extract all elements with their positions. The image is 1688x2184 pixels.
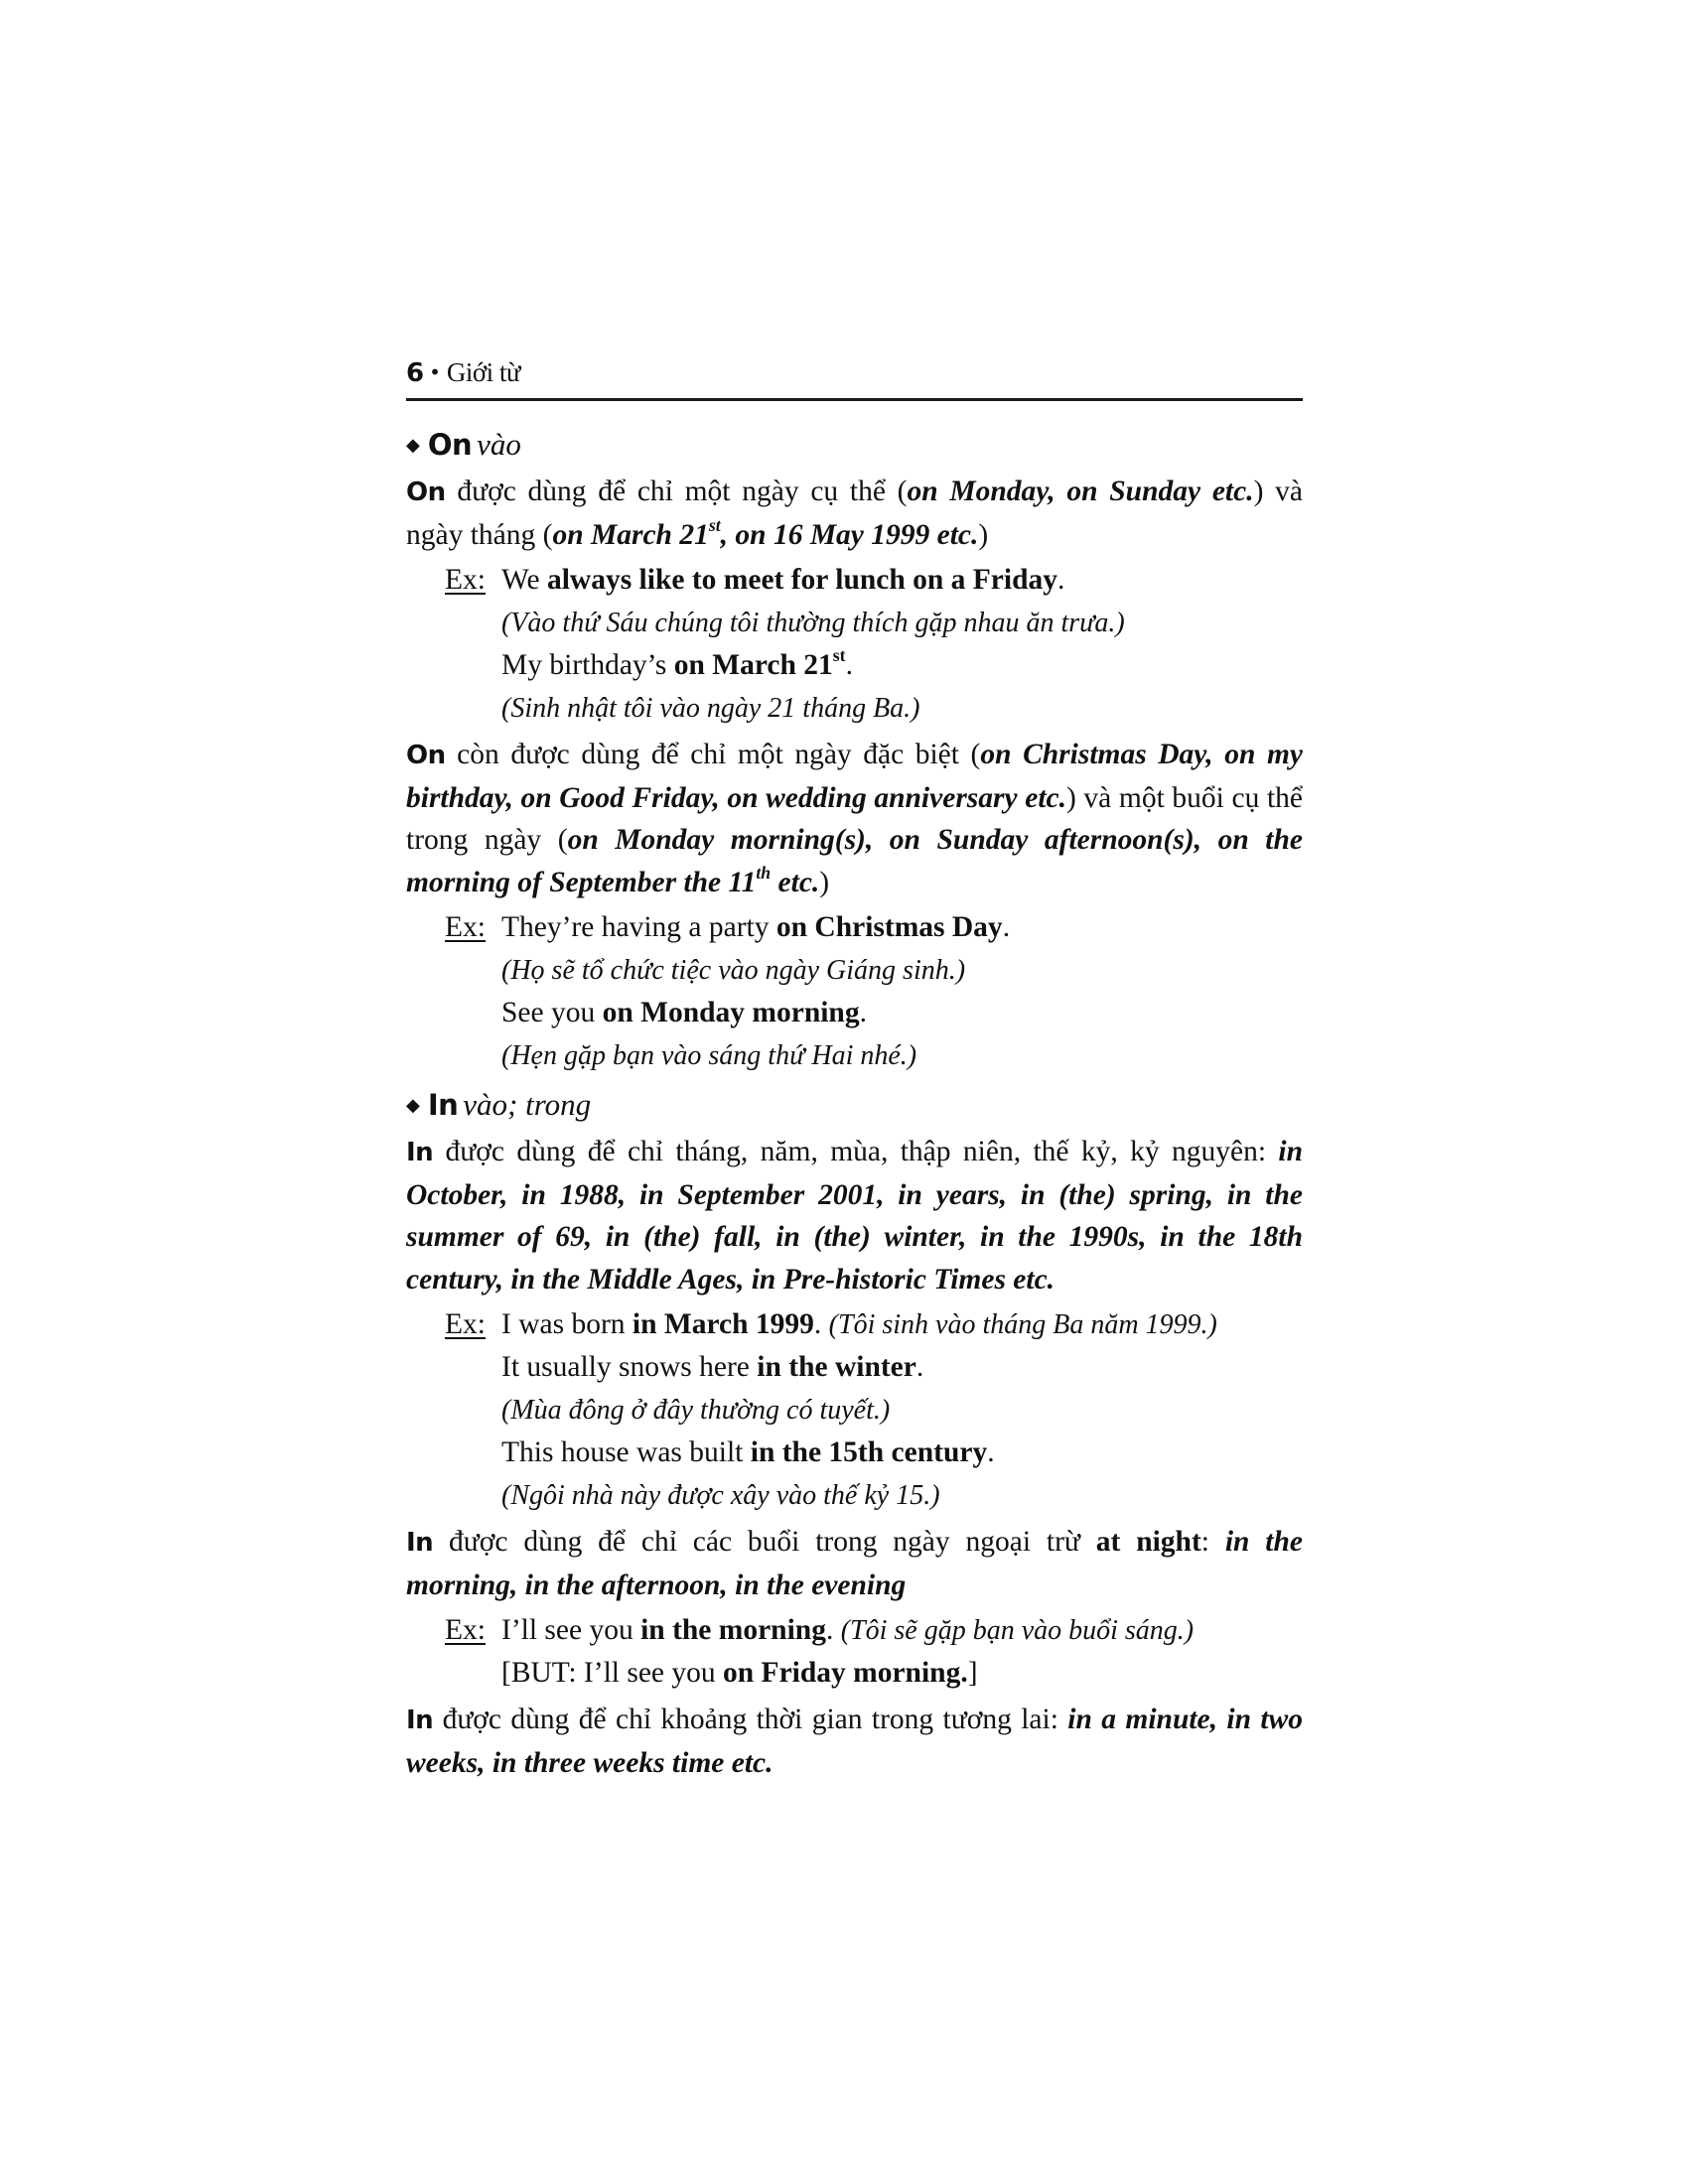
example-translation: (Sinh nhật tôi vào ngày 21 tháng Ba.) [501,693,920,724]
example-translation: (Ngôi nhà này được xây vào thế kỷ 15.) [501,1480,940,1511]
paragraph [406,1699,1303,1784]
running-header [406,352,1303,401]
italic-examples: on Christmas Day, on my birthday, on Good Friday, on wedding anniversary etc. [406,739,1303,814]
paragraph-text: ) và một buổi cụ thể trong ngày ( [406,781,1303,856]
paragraph-keyword: On [406,478,446,507]
diamond-bullet-icon: ◆ [406,1095,420,1116]
example-translation: (Mùa đông ở đây thường có tuyết.) [501,1395,891,1426]
paragraph-keyword: On [406,741,446,770]
paragraph-text: ) [978,518,989,551]
example-label: Ex: [445,911,486,943]
example-translation: (Họ sẽ tổ chức tiệc vào ngày Giáng sinh.) [501,955,966,986]
italic-examples: on March 21st, on 16 May 1999 etc. [552,514,979,551]
example-sentence: This house was built in the 15th century. [501,1436,995,1468]
paragraph [406,471,1303,556]
paragraph-keyword: In [406,1528,434,1558]
paragraph-keyword: In [406,1706,434,1735]
example-sentence: [BUT: I’ll see you on Friday morning.] [501,1657,978,1689]
paragraph-keyword: In [406,1138,434,1167]
bold-phrase: at night [1095,1526,1201,1558]
heading-gloss: vào; trong [463,1087,592,1122]
heading-keyword: On [427,428,473,462]
paragraph-text: được dùng để chỉ tháng, năm, mùa, thập niên, thế kỷ, kỷ nguyên: [433,1136,1279,1167]
paragraph [406,1521,1303,1606]
example-label: Ex: [445,564,486,596]
italic-examples: in October, in 1988, in September 2001, in years, in (the) spring, in the summer of 69, in (the) fall, in (the) winter, in the 1990s, in the 18th century, in the Middle Ages, in Pre-historic Times etc. [406,1136,1303,1296]
paragraph-text: ) và ngày tháng ( [406,476,1303,551]
paragraph [406,1131,1303,1300]
paragraph-text: ) [819,866,830,898]
section-heading-in [406,1083,1303,1127]
example-sentence: I was born in March 1999. (Tôi sinh vào tháng Ba năm 1999.) [501,1308,1217,1340]
example-sentence: I’ll see you in the morning. (Tôi sẽ gặp bạn vào buổi sáng.) [501,1614,1195,1646]
section-heading-on [406,423,1303,467]
italic-examples: on Monday, on Sunday etc. [907,476,1254,507]
paragraph-text: được dùng để chỉ các buổi trong ngày ngoại trừ [433,1526,1096,1558]
example-translation: (Vào thứ Sáu chúng tôi thường thích gặp nhau ăn trưa.) [501,608,1125,638]
diamond-bullet-icon: ◆ [406,435,420,456]
paragraph-text: : [1200,1526,1225,1558]
example-block [406,1303,1303,1517]
example-sentence: See you on Monday morning. [501,997,867,1028]
example-translation: (Hẹn gặp bạn vào sáng thứ Hai nhé.) [501,1040,917,1071]
italic-examples: on Monday morning(s), on Sunday afternoon(s), on the morning of September the 11th etc. [406,824,1304,898]
example-block [406,1609,1303,1695]
example-sentence: They’re having a party on Christmas Day. [501,911,1011,943]
italic-examples: in the morning, in the afternoon, in the evening [406,1526,1303,1601]
example-block [406,906,1303,1077]
page-number: 6 [406,358,425,388]
example-block [406,559,1303,730]
italic-examples: in a minute, in two weeks, in three weeks time etc. [406,1704,1303,1779]
example-sentence: We always like to meet for lunch on a Friday. [501,564,1065,596]
chapter-title: Giới từ [446,357,521,387]
example-label: Ex: [445,1308,486,1340]
example-sentence: My birthday’s on March 21st. [501,645,853,681]
heading-keyword: In [427,1088,459,1122]
heading-gloss: vào [477,427,521,462]
example-sentence: It usually snows here in the winter. [501,1351,924,1383]
paragraph-text: được dùng để chỉ khoảng thời gian trong tương lai: [433,1704,1068,1735]
paragraph-text: còn được dùng để chỉ một ngày đặc biệt ( [445,739,981,770]
book-page [406,352,1303,1784]
paragraph [406,734,1303,903]
bullet-icon: • [429,360,441,384]
example-label: Ex: [445,1614,486,1646]
paragraph-text: được dùng để chỉ một ngày cụ thể ( [445,476,908,507]
